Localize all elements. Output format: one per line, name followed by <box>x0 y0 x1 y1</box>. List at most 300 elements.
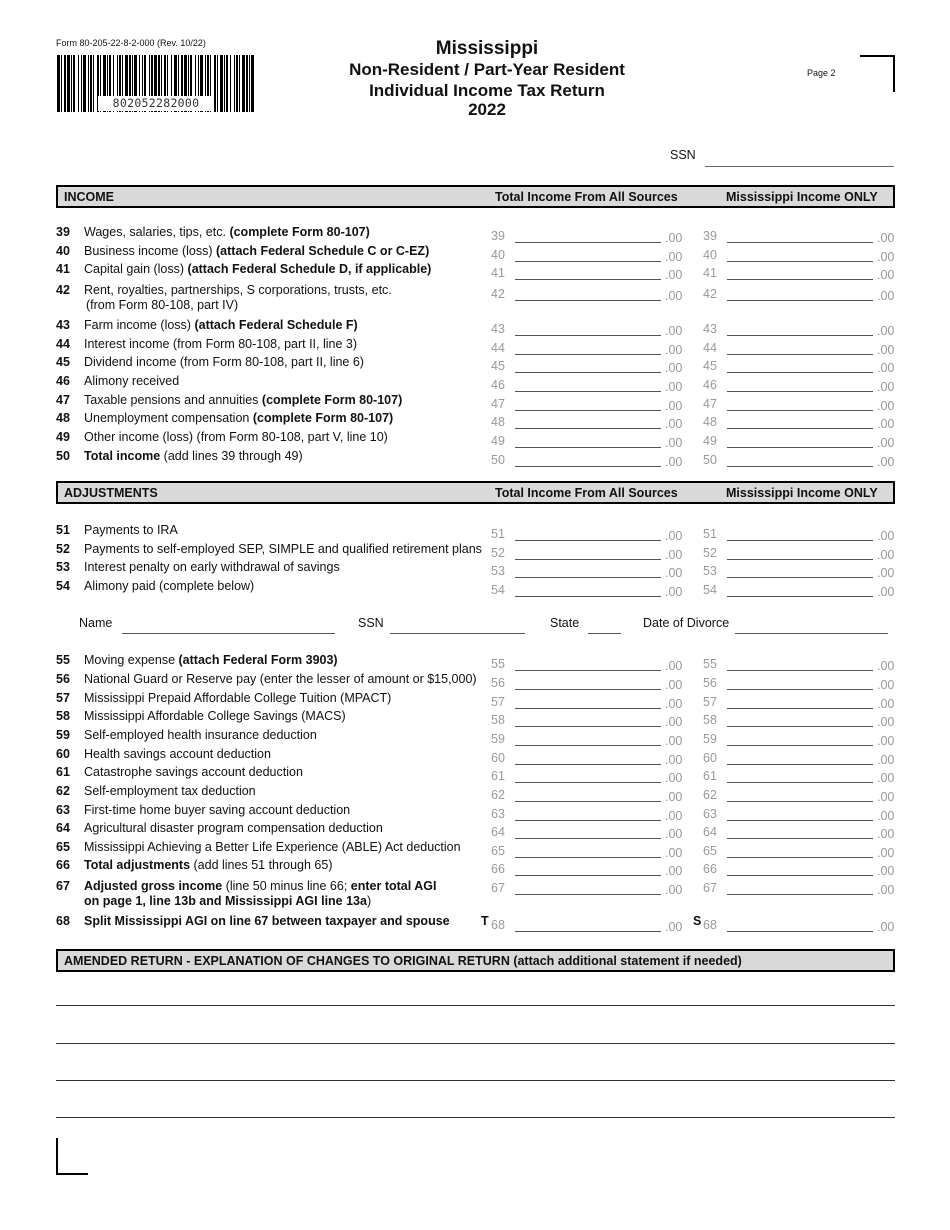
amount-entry-line[interactable] <box>515 820 661 821</box>
cents-suffix: .00 <box>877 659 895 673</box>
amount-entry-line[interactable] <box>515 689 661 690</box>
amount-entry-line[interactable] <box>727 782 873 783</box>
line-text: National Guard or Reserve pay (enter the lesser of amount or $15,000) <box>84 672 477 686</box>
line-instruction: (complete Form 80-107) <box>252 411 394 425</box>
line-58-description <box>84 709 346 724</box>
line-number: 49 <box>56 430 70 444</box>
line-text: First-time home buyer saving account deduction <box>84 803 351 817</box>
amount-entry-line[interactable] <box>727 242 873 243</box>
field-line-number: 47 <box>491 397 505 411</box>
amount-entry-line[interactable] <box>727 261 873 262</box>
cents-suffix: .00 <box>665 324 683 338</box>
alimony-divorce-date-input[interactable] <box>735 633 888 634</box>
field-line-number: 63 <box>491 807 505 821</box>
line-51-description <box>84 523 178 538</box>
cents-suffix: .00 <box>877 771 895 785</box>
cents-suffix: .00 <box>877 809 895 823</box>
amount-entry-line[interactable] <box>727 447 873 448</box>
alimony-name-label: Name <box>79 616 113 630</box>
line-number: 67 <box>56 879 70 893</box>
amount-entry-line[interactable] <box>515 577 661 578</box>
line-text: Interest income (from Form 80-108, part II, line 3) <box>84 337 358 351</box>
income-heading: INCOME <box>64 190 114 204</box>
field-line-number: 67 <box>491 881 505 895</box>
field-line-number: 48 <box>491 415 505 429</box>
field-line-number: 57 <box>703 695 717 709</box>
line-number: 40 <box>56 244 70 258</box>
barcode-bar <box>246 55 248 112</box>
spouse-mark: S <box>693 914 702 928</box>
line-text: Agricultural disaster program compensation deduction <box>84 821 383 835</box>
page-number: Page 2 <box>807 68 836 78</box>
field-line-number: 55 <box>491 657 505 671</box>
line-66-description <box>84 858 333 873</box>
field-line-number: 50 <box>491 453 505 467</box>
line-50-description <box>84 449 303 464</box>
amount-entry-line[interactable] <box>515 540 661 541</box>
cents-suffix: .00 <box>665 753 683 767</box>
line-text: Payments to self-employed SEP, SIMPLE and qualified retirement plans <box>84 542 482 556</box>
line-67-description <box>84 879 436 894</box>
field-line-number: 66 <box>703 862 717 876</box>
cents-suffix: .00 <box>665 268 683 282</box>
line-number: 58 <box>56 709 70 723</box>
field-line-number: 45 <box>703 359 717 373</box>
amount-entry-line[interactable] <box>727 726 873 727</box>
field-line-number: 43 <box>703 322 717 336</box>
cents-suffix: .00 <box>665 436 683 450</box>
field-line-number: 43 <box>491 322 505 336</box>
amount-entry-line[interactable] <box>515 764 661 765</box>
line-text: Capital gain (loss) <box>84 262 185 276</box>
field-line-number: 63 <box>703 807 717 821</box>
line-number: 61 <box>56 765 70 779</box>
field-line-number: 68 <box>491 918 505 932</box>
line-41-description <box>84 262 431 277</box>
line-number: 62 <box>56 784 70 798</box>
amount-entry-line[interactable] <box>727 300 873 301</box>
line-text: Interest penalty on early withdrawal of savings <box>84 560 340 574</box>
line-68-description: Split Mississippi AGI on line 67 between taxpayer and spouse <box>84 914 450 928</box>
cents-suffix: .00 <box>665 771 683 785</box>
field-line-number: 42 <box>491 287 505 301</box>
amount-entry-line[interactable] <box>515 559 661 560</box>
line-text: (add lines 51 through 65) <box>193 858 333 872</box>
cents-suffix: .00 <box>665 809 683 823</box>
line-text: Taxable pensions and annuities <box>84 393 259 407</box>
line-number: 48 <box>56 411 70 425</box>
line-49-description <box>84 430 388 445</box>
line-number: 63 <box>56 803 70 817</box>
line-40-description <box>84 244 429 259</box>
cents-suffix: .00 <box>877 827 895 841</box>
field-line-number: 55 <box>703 657 717 671</box>
line-text: Dividend income (from Form 80-108, part II, line 6) <box>84 355 364 369</box>
amount-entry-line[interactable] <box>727 335 873 336</box>
line-number: 53 <box>56 560 70 574</box>
adjustments-heading: ADJUSTMENTS <box>64 486 158 500</box>
line-number: 59 <box>56 728 70 742</box>
line-number: 52 <box>56 542 70 556</box>
cents-suffix: .00 <box>877 455 895 469</box>
cents-suffix: .00 <box>665 250 683 264</box>
amount-entry-line[interactable] <box>727 838 873 839</box>
field-line-number: 56 <box>703 676 717 690</box>
cents-suffix: .00 <box>877 548 895 562</box>
field-line-number: 41 <box>703 266 717 280</box>
field-line-number: 68 <box>703 918 717 932</box>
line-number: 55 <box>56 653 70 667</box>
taxpayer-mark: T <box>481 914 489 928</box>
line-number: 50 <box>56 449 70 463</box>
line-text: Mississippi Achieving a Better Life Experience (ABLE) Act deduction <box>84 840 461 854</box>
amount-entry-line[interactable] <box>727 372 873 373</box>
line-text: Payments to IRA <box>84 523 178 537</box>
barcode-bar <box>234 55 235 112</box>
line-55-description <box>84 653 338 668</box>
field-line-number: 52 <box>703 546 717 560</box>
amount-entry-line[interactable] <box>727 559 873 560</box>
amount-entry-line[interactable] <box>727 354 873 355</box>
amount-entry-line[interactable] <box>515 447 661 448</box>
field-line-number: 60 <box>491 751 505 765</box>
form-number: Form 80-205-22-8-2-000 (Rev. 10/22) <box>56 38 206 48</box>
cents-suffix: .00 <box>665 585 683 599</box>
line-text: (add lines 39 through 49) <box>163 449 303 463</box>
amount-entry-line[interactable] <box>727 820 873 821</box>
amount-entry-line[interactable] <box>727 410 873 411</box>
field-line-number: 61 <box>703 769 717 783</box>
line-44-description <box>84 337 357 352</box>
cents-suffix: .00 <box>877 529 895 543</box>
amount-entry-line[interactable] <box>727 875 873 876</box>
line-number: 56 <box>56 672 70 686</box>
cents-suffix: .00 <box>877 231 895 245</box>
line-45-description <box>84 355 364 370</box>
line-56-description <box>84 672 477 687</box>
alimony-state-label: State <box>550 616 580 630</box>
amount-entry-line[interactable] <box>515 300 661 301</box>
line-text: Mississippi Prepaid Affordable College Tuition (MPACT) <box>84 691 392 705</box>
amount-entry-line[interactable] <box>727 540 873 541</box>
amount-entry-line[interactable] <box>515 708 661 709</box>
line-number: 41 <box>56 262 70 276</box>
field-line-number: 56 <box>491 676 505 690</box>
barcode-bar <box>214 55 216 112</box>
barcode-bar <box>81 55 82 112</box>
amount-entry-line[interactable] <box>515 596 661 597</box>
amount-entry-line[interactable] <box>727 391 873 392</box>
field-line-number: 59 <box>491 732 505 746</box>
amount-entry-line[interactable] <box>515 726 661 727</box>
amount-entry-line[interactable] <box>515 931 661 932</box>
field-line-number: 54 <box>491 583 505 597</box>
amount-entry-line[interactable] <box>727 689 873 690</box>
line-number: 68 <box>56 914 70 928</box>
line-number: 64 <box>56 821 70 835</box>
field-line-number: 59 <box>703 732 717 746</box>
cents-suffix: .00 <box>877 678 895 692</box>
cents-suffix: .00 <box>665 566 683 580</box>
adjustments-col-ms-header: Mississippi Income ONLY <box>726 486 878 500</box>
cents-suffix: .00 <box>665 361 683 375</box>
amount-entry-line[interactable] <box>515 428 661 429</box>
field-line-number: 65 <box>703 844 717 858</box>
cents-suffix: .00 <box>665 548 683 562</box>
cents-suffix: .00 <box>877 697 895 711</box>
line-64-description <box>84 821 383 836</box>
line-number: 66 <box>56 858 70 872</box>
amount-entry-line[interactable] <box>515 335 661 336</box>
field-line-number: 67 <box>703 881 717 895</box>
barcode-bar <box>73 55 75 112</box>
cents-suffix: .00 <box>877 566 895 580</box>
form-title-state: Mississippi <box>435 38 539 59</box>
amended-heading: AMENDED RETURN - EXPLANATION OF CHANGES TO ORIGINAL RETURN (attach additional statement if needed) <box>64 954 742 968</box>
line-number: 65 <box>56 840 70 854</box>
cents-suffix: .00 <box>665 678 683 692</box>
line-instruction: (attach Federal Schedule C or C-EZ) <box>216 244 430 258</box>
field-line-number: 54 <box>703 583 717 597</box>
amount-entry-line[interactable] <box>727 857 873 858</box>
line-text: Self-employment tax deduction <box>84 784 256 798</box>
barcode-bar <box>61 55 62 112</box>
explanation-line[interactable] <box>56 1080 895 1081</box>
amount-entry-line[interactable] <box>515 745 661 746</box>
line-text: Rent, royalties, partnerships, S corporations, trusts, etc. <box>84 283 392 297</box>
corner-mark-top-right <box>860 55 895 92</box>
corner-mark-bottom-left <box>56 1138 88 1175</box>
line-text: Self-employed health insurance deduction <box>84 728 317 742</box>
field-line-number: 61 <box>491 769 505 783</box>
barcode-bar <box>83 55 86 112</box>
explanation-line[interactable] <box>56 1005 895 1006</box>
cents-suffix: .00 <box>877 417 895 431</box>
amount-entry-line[interactable] <box>515 279 661 280</box>
cents-suffix: .00 <box>665 734 683 748</box>
amount-entry-line[interactable] <box>727 708 873 709</box>
income-col-ms-header: Mississippi Income ONLY <box>726 190 878 204</box>
field-line-number: 48 <box>703 415 717 429</box>
cents-suffix: .00 <box>877 846 895 860</box>
field-line-number: 41 <box>491 266 505 280</box>
line-text: Mississippi Affordable College Savings (MACS) <box>84 709 346 723</box>
amount-entry-line[interactable] <box>727 931 873 932</box>
cents-suffix: .00 <box>665 883 683 897</box>
line-67-line2-bold: on page 1, line 13b and Mississippi AGI line 13a <box>84 894 367 908</box>
barcode-bar <box>217 55 218 112</box>
line-text: Health savings account deduction <box>84 747 271 761</box>
cents-suffix: .00 <box>877 883 895 897</box>
line-57-description <box>84 691 391 706</box>
amount-entry-line[interactable] <box>515 801 661 802</box>
field-line-number: 51 <box>703 527 717 541</box>
cents-suffix: .00 <box>665 529 683 543</box>
line-instruction: (attach Federal Form 3903) <box>178 653 338 667</box>
barcode-bar <box>88 55 89 112</box>
field-line-number: 44 <box>703 341 717 355</box>
amount-entry-line[interactable] <box>727 577 873 578</box>
cents-suffix: .00 <box>877 399 895 413</box>
field-line-number: 47 <box>703 397 717 411</box>
line-67-bold-b: enter total AGI <box>347 879 437 893</box>
amount-entry-line[interactable] <box>515 354 661 355</box>
line-number: 51 <box>56 523 70 537</box>
line-number: 57 <box>56 691 70 705</box>
line-42-description-cont: (from Form 80-108, part IV) <box>86 298 239 312</box>
amount-entry-line[interactable] <box>727 801 873 802</box>
amount-entry-line[interactable] <box>727 428 873 429</box>
line-text: Alimony paid (complete below) <box>84 579 255 593</box>
line-62-description <box>84 784 256 799</box>
barcode-bar <box>230 55 231 112</box>
amount-entry-line[interactable] <box>515 372 661 373</box>
barcode-bar <box>67 55 70 112</box>
field-line-number: 39 <box>491 229 505 243</box>
field-line-number: 42 <box>703 287 717 301</box>
amount-entry-line[interactable] <box>515 670 661 671</box>
cents-suffix: .00 <box>877 324 895 338</box>
cents-suffix: .00 <box>665 399 683 413</box>
field-line-number: 64 <box>703 825 717 839</box>
line-number: 42 <box>56 283 70 297</box>
field-line-number: 65 <box>491 844 505 858</box>
cents-suffix: .00 <box>665 343 683 357</box>
field-line-number: 62 <box>703 788 717 802</box>
explanation-line[interactable] <box>56 1043 895 1044</box>
amount-entry-line[interactable] <box>515 838 661 839</box>
cents-suffix: .00 <box>665 380 683 394</box>
cents-suffix: .00 <box>877 715 895 729</box>
cents-suffix: .00 <box>665 715 683 729</box>
line-number: 46 <box>56 374 70 388</box>
amount-entry-line[interactable] <box>515 894 661 895</box>
cents-suffix: .00 <box>877 585 895 599</box>
line-instruction: (attach Federal Schedule F) <box>194 318 358 332</box>
line-text: Farm income (loss) <box>84 318 191 332</box>
field-line-number: 45 <box>491 359 505 373</box>
cents-suffix: .00 <box>877 250 895 264</box>
amount-entry-line[interactable] <box>727 764 873 765</box>
field-line-number: 66 <box>491 862 505 876</box>
alimony-ssn-input[interactable] <box>390 633 525 634</box>
line-39-description <box>84 225 370 240</box>
line-text: Business income (loss) <box>84 244 213 258</box>
cents-suffix: .00 <box>877 268 895 282</box>
barcode-bar <box>226 55 228 112</box>
cents-suffix: .00 <box>665 417 683 431</box>
field-line-number: 40 <box>703 248 717 262</box>
explanation-line[interactable] <box>56 1117 895 1118</box>
line-number: 39 <box>56 225 70 239</box>
barcode-bar <box>71 55 72 112</box>
field-line-number: 49 <box>491 434 505 448</box>
barcode-bar <box>236 55 238 112</box>
cents-suffix: .00 <box>665 455 683 469</box>
line-42-description <box>84 283 392 298</box>
ssn-label: SSN <box>670 148 696 162</box>
amount-entry-line[interactable] <box>727 894 873 895</box>
line-61-description <box>84 765 303 780</box>
amount-entry-line[interactable] <box>515 875 661 876</box>
cents-suffix: .00 <box>665 697 683 711</box>
field-line-number: 53 <box>491 564 505 578</box>
field-line-number: 57 <box>491 695 505 709</box>
cents-suffix: .00 <box>877 343 895 357</box>
field-line-number: 46 <box>703 378 717 392</box>
field-line-number: 64 <box>491 825 505 839</box>
barcode-bar <box>90 55 92 112</box>
cents-suffix: .00 <box>877 380 895 394</box>
amount-entry-line[interactable] <box>727 670 873 671</box>
line-53-description <box>84 560 340 575</box>
cents-suffix: .00 <box>877 920 895 934</box>
field-line-number: 44 <box>491 341 505 355</box>
barcode-bar <box>239 55 240 112</box>
barcode-bar <box>78 55 79 112</box>
alimony-name-input[interactable] <box>122 633 335 634</box>
amended-section-header <box>56 949 895 972</box>
field-line-number: 58 <box>703 713 717 727</box>
field-line-number: 62 <box>491 788 505 802</box>
line-text: Wages, salaries, tips, etc. <box>84 225 226 239</box>
line-text: Unemployment compensation <box>84 411 250 425</box>
amount-entry-line[interactable] <box>515 857 661 858</box>
alimony-state-input[interactable] <box>588 633 621 634</box>
line-67-plain: (line 50 minus line 66; <box>222 879 348 893</box>
line-48-description <box>84 411 393 426</box>
cents-suffix: .00 <box>665 920 683 934</box>
line-43-description <box>84 318 358 333</box>
barcode-bar <box>249 55 250 112</box>
cents-suffix: .00 <box>877 790 895 804</box>
barcode-bar <box>224 55 225 112</box>
income-col-total-header: Total Income From All Sources <box>495 190 678 204</box>
line-60-description <box>84 747 271 762</box>
form-title-year: 2022 <box>468 100 506 119</box>
field-line-number: 39 <box>703 229 717 243</box>
amount-entry-line[interactable] <box>515 391 661 392</box>
amount-entry-line[interactable] <box>727 466 873 467</box>
amount-entry-line[interactable] <box>515 410 661 411</box>
line-65-description <box>84 840 461 855</box>
barcode-bar <box>242 55 245 112</box>
amount-entry-line[interactable] <box>515 466 661 467</box>
amount-entry-line[interactable] <box>515 782 661 783</box>
line-number: 60 <box>56 747 70 761</box>
field-line-number: 60 <box>703 751 717 765</box>
line-67-line2-plain: ) <box>366 894 372 908</box>
field-line-number: 58 <box>491 713 505 727</box>
amount-entry-line[interactable] <box>515 261 661 262</box>
cents-suffix: .00 <box>665 846 683 860</box>
ssn-input[interactable] <box>705 166 894 167</box>
alimony-divorce-date-label: Date of Divorce <box>643 616 730 630</box>
line-bold-label: Total adjustments <box>84 858 191 872</box>
amount-entry-line[interactable] <box>515 242 661 243</box>
field-line-number: 40 <box>491 248 505 262</box>
field-line-number: 53 <box>703 564 717 578</box>
cents-suffix: .00 <box>877 289 895 303</box>
amount-entry-line[interactable] <box>727 745 873 746</box>
cents-suffix: .00 <box>665 231 683 245</box>
line-number: 43 <box>56 318 70 332</box>
line-bold-label: Total income <box>84 449 161 463</box>
amount-entry-line[interactable] <box>727 596 873 597</box>
cents-suffix: .00 <box>665 659 683 673</box>
amount-entry-line[interactable] <box>727 279 873 280</box>
cents-suffix: .00 <box>877 361 895 375</box>
